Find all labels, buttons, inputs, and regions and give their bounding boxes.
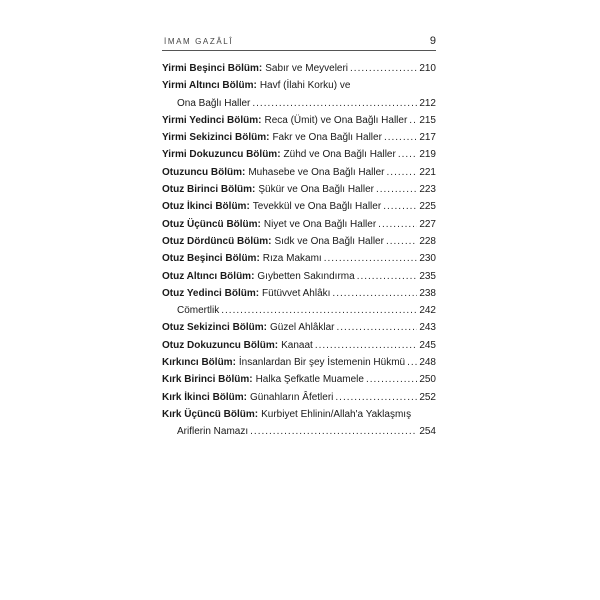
toc-entry	[162, 409, 436, 426]
chapter-subject: Şükür ve Ona Bağlı Haller	[258, 184, 374, 196]
chapter-title: Yirmi Dokuzuncu Bölüm:	[162, 149, 281, 161]
toc-entry	[162, 253, 436, 270]
toc-entry	[162, 357, 436, 374]
chapter-title: Yirmi Beşinci Bölüm:	[162, 63, 263, 74]
chapter-subject: Günahların Âfetleri	[250, 391, 334, 403]
chapter-title: Otuz Dokuzuncu Bölüm:	[162, 339, 279, 351]
chapter-title: Kırk İkinci Bölüm:	[162, 391, 248, 403]
toc-entry	[162, 340, 436, 357]
page-reference: 243	[419, 322, 436, 334]
dot-leader	[376, 184, 417, 195]
chapter-subject: Ariflerin Namazı	[177, 426, 249, 438]
chapter-title: Yirmi Yedinci Bölüm:	[162, 114, 262, 126]
dot-leader	[407, 357, 417, 368]
dot-leader	[335, 392, 417, 403]
dot-leader	[315, 340, 418, 351]
toc-entry	[162, 201, 436, 218]
chapter-subject: Kurbiyet Ehlinin/Allah'a Yaklaşmış	[261, 408, 412, 420]
chapter-title: Otuz Üçüncü Bölüm:	[162, 218, 261, 230]
dot-leader	[378, 219, 417, 230]
page-reference: 223	[419, 184, 436, 196]
dot-leader	[357, 271, 418, 282]
dot-leader	[398, 149, 418, 160]
toc-entry	[162, 184, 436, 201]
dot-leader	[383, 201, 417, 212]
chapter-title: Otuz Yedinci Bölüm:	[162, 287, 260, 299]
toc-entry	[162, 167, 436, 184]
chapter-subject: Halka Şefkatle Muamele	[255, 374, 364, 386]
toc-entry	[162, 132, 436, 149]
chapter-subject: İnsanlardan Bir şey İstemenin Hükmü	[238, 357, 406, 369]
chapter-title: Otuz Sekizinci Bölüm:	[162, 322, 268, 334]
chapter-subject: Sabır ve Meyveleri	[265, 63, 349, 74]
chapter-subject: Gıybetten Sakındırma	[257, 270, 355, 282]
page-reference: 238	[419, 287, 436, 299]
chapter-subject: Tevekkül ve Ona Bağlı Haller	[252, 201, 382, 213]
chapter-title: Otuzuncu Bölüm:	[162, 166, 246, 178]
chapter-subject: Güzel Ahlâklar	[270, 322, 335, 334]
chapter-subject: Rıza Makamı	[262, 253, 322, 265]
chapter-subject: Niyet ve Ona Bağlı Haller	[263, 218, 377, 230]
dot-leader	[386, 236, 417, 247]
dot-leader	[350, 63, 417, 74]
page-reference: 225	[419, 201, 436, 213]
chapter-subject: Cömertlik	[177, 305, 220, 317]
toc-entry	[162, 219, 436, 236]
dot-leader	[366, 374, 417, 385]
page-reference: 215	[419, 114, 436, 126]
running-head: İMAM GAZÂLÎ	[164, 37, 234, 46]
page-reference: 254	[419, 426, 436, 438]
toc-entry	[162, 271, 436, 288]
toc-entry	[162, 149, 436, 166]
chapter-subject: Kanaat	[281, 339, 313, 351]
chapter-title: Otuz İkinci Bölüm:	[162, 201, 250, 213]
page-reference: 212	[419, 97, 436, 109]
dot-leader	[384, 132, 417, 143]
dot-leader	[332, 288, 417, 299]
page-reference: 210	[419, 63, 436, 74]
page-header	[162, 36, 436, 51]
toc-entry	[162, 236, 436, 253]
toc-entry	[162, 374, 436, 391]
dot-leader	[337, 322, 418, 333]
chapter-title: Yirmi Sekizinci Bölüm:	[162, 132, 270, 144]
page-reference: 221	[419, 166, 436, 178]
chapter-title: Kırk Birinci Bölüm:	[162, 374, 253, 386]
page-number: 9	[429, 35, 436, 47]
toc-entry	[162, 426, 436, 443]
chapter-title: Yirmi Altıncı Bölüm:	[162, 80, 257, 92]
table-of-contents	[162, 63, 436, 444]
toc-entry	[162, 322, 436, 339]
page-reference: 252	[419, 391, 436, 403]
chapter-title: Kırk Üçüncü Bölüm:	[162, 408, 259, 420]
chapter-subject: Fakr ve Ona Bağlı Haller	[272, 132, 382, 144]
page-reference: 227	[419, 218, 436, 230]
chapter-title: Otuz Altıncı Bölüm:	[162, 270, 255, 282]
dot-leader	[387, 167, 418, 178]
toc-entry	[162, 98, 436, 115]
chapter-title: Otuz Beşinci Bölüm:	[162, 253, 260, 265]
chapter-subject: Havf (İlahi Korku) ve	[259, 80, 351, 92]
dot-leader	[250, 426, 417, 437]
chapter-subject: Ona Bağlı Haller	[177, 97, 251, 109]
dot-leader	[252, 98, 417, 109]
page-reference: 250	[419, 374, 436, 386]
page-reference: 219	[419, 149, 436, 161]
chapter-title: Otuz Dördüncü Bölüm:	[162, 235, 272, 247]
chapter-title: Otuz Birinci Bölüm:	[162, 184, 256, 196]
chapter-subject: Sıdk ve Ona Bağlı Haller	[274, 235, 384, 247]
toc-entry	[162, 80, 436, 97]
toc-entry	[162, 115, 436, 132]
page-reference: 217	[419, 132, 436, 144]
chapter-title: Kırkıncı Bölüm:	[162, 357, 236, 369]
chapter-subject: Zühd ve Ona Bağlı Haller	[283, 149, 396, 161]
dot-leader	[221, 305, 417, 316]
page-reference: 235	[419, 270, 436, 282]
chapter-subject: Muhasebe ve Ona Bağlı Haller	[248, 166, 385, 178]
page-reference: 245	[419, 339, 436, 351]
toc-entry	[162, 305, 436, 322]
page-reference: 230	[419, 253, 436, 265]
toc-entry	[162, 63, 436, 80]
page-reference: 228	[419, 235, 436, 247]
dot-leader	[409, 115, 417, 126]
page-reference: 242	[419, 305, 436, 317]
page-reference: 248	[419, 357, 436, 369]
toc-entry	[162, 392, 436, 409]
toc-entry	[162, 288, 436, 305]
dot-leader	[324, 253, 418, 264]
chapter-subject: Reca (Ümit) ve Ona Bağlı Haller	[264, 114, 408, 126]
chapter-subject: Fütüvvet Ahlâkı	[262, 287, 331, 299]
